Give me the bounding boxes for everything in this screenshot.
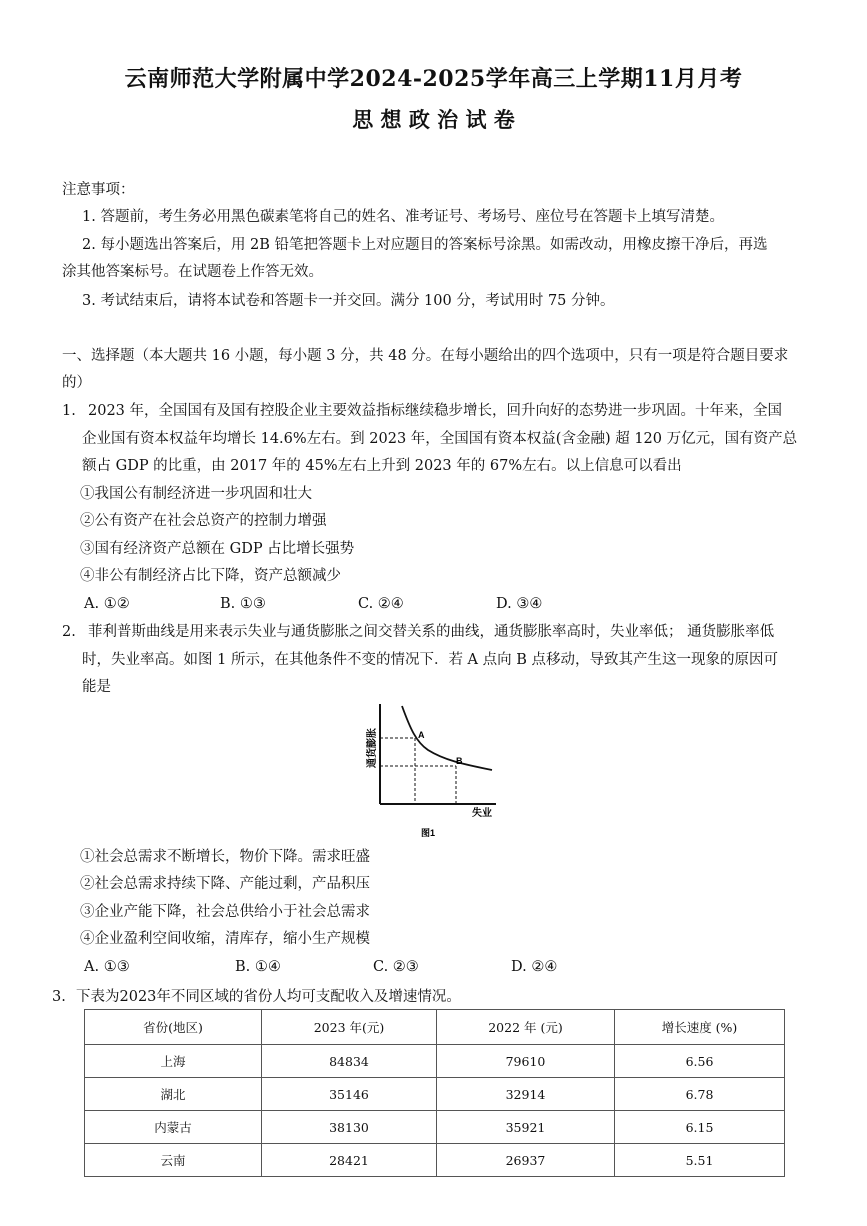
point-a-label: A (418, 730, 425, 740)
table-cell: 5.51 (615, 1144, 785, 1177)
table-cell: 湖北 (85, 1078, 262, 1111)
table-cell: 35921 (437, 1111, 615, 1144)
q2-stem-line1: 菲利普斯曲线是用来表示失业与通货膨胀之间交替关系的曲线，通货膨胀率高时，失业率低； 通货膨胀率低 (88, 624, 775, 640)
exam-title: 云南师范大学附属中学2024-2025学年高三上学期11月月考 (124, 66, 743, 92)
table-cell: 6.78 (615, 1078, 785, 1111)
table-cell: 6.15 (615, 1111, 785, 1144)
table-row (85, 1144, 785, 1177)
table-cell: 79610 (437, 1045, 615, 1078)
x-axis-label: 失业 (472, 808, 492, 819)
point-b-label: B (456, 756, 463, 766)
notice-item-3: 3. 考试结束后，请将本试卷和答题卡一并交回。满分 100 分，考试用时 75 分钟。 (82, 293, 615, 309)
q3-number: 3. (52, 989, 66, 1005)
q2-stem-line2: 时，失业率高。如图 1 所示，在其他条件不变的情况下．若 A 点向 B 点移动，导致其产生这一现象的原因可 (82, 652, 779, 668)
table-cell: 38130 (262, 1111, 437, 1144)
table-cell: 6.56 (615, 1045, 785, 1078)
q2-option-c: C. ②③ (373, 959, 419, 975)
phillips-curve-figure (358, 698, 508, 840)
q2-option-a: A. ①③ (84, 959, 130, 975)
section-heading-cont: 的） (62, 375, 91, 391)
q2-statement-2: ②社会总需求持续下降、产能过剩，产品积压 (80, 876, 370, 892)
q1-stem-line2: 企业国有资本权益年均增长 14.6%左右。到 2023 年，全国国有资本权益(含金融) 超 120 万亿元，国有资产总 (82, 431, 798, 447)
q2-statement-3: ③企业产能下降，社会总供给小于社会总需求 (80, 904, 370, 920)
table-header-cell: 2023 年(元) (262, 1010, 437, 1045)
table-header-row (85, 1010, 785, 1045)
table-row (85, 1045, 785, 1078)
q1-option-c: C. ②④ (358, 596, 404, 612)
table-header-cell: 省份(地区) (85, 1010, 262, 1045)
table-cell: 32914 (437, 1078, 615, 1111)
figure-caption: 图1 (421, 828, 436, 838)
table-cell: 35146 (262, 1078, 437, 1111)
q2-number: 2. (62, 624, 76, 640)
q2-option-d: D. ②④ (511, 959, 558, 975)
income-table (84, 1009, 785, 1177)
q1-option-b: B. ①③ (220, 596, 266, 612)
table-cell: 26937 (437, 1144, 615, 1177)
q1-statement-4: ④非公有制经济占比下降，资产总额减少 (80, 568, 341, 584)
notice-item-2: 2. 每小题选出答案后，用 2B 铅笔把答题卡上对应题目的答案标号涂黑。如需改动，用橡皮擦干净后，再选 (82, 237, 768, 253)
q1-statement-3: ③国有经济资产总额在 GDP 占比增长强势 (80, 541, 355, 557)
table-cell: 28421 (262, 1144, 437, 1177)
notice-item-1: 1. 答题前，考生务必用黑色碳素笔将自己的姓名、准考证号、考场号、座位号在答题卡上填写清楚。 (82, 209, 724, 225)
notice-item-2-cont: 涂其他答案标号。在试题卷上作答无效。 (62, 264, 323, 280)
q1-statement-2: ②公有资产在社会总资产的控制力增强 (80, 513, 327, 529)
q1-number: 1. (62, 403, 76, 419)
section-heading: 一、选择题（本大题共 16 小题，每小题 3 分，共 48 分。在每小题给出的四个选项中，只有一项是符合题目要求 (62, 348, 789, 364)
q2-stem-line3: 能是 (82, 679, 111, 695)
table-cell: 84834 (262, 1045, 437, 1078)
q1-option-a: A. ①② (84, 596, 130, 612)
table-cell: 内蒙古 (85, 1111, 262, 1144)
q1-statement-1: ①我国公有制经济进一步巩固和壮大 (80, 486, 312, 502)
y-axis-label: 通货膨胀 (367, 728, 378, 768)
q3-stem: 下表为2023年不同区域的省份人均可支配收入及增速情况。 (76, 989, 461, 1005)
q2-option-b: B. ①④ (235, 959, 281, 975)
q1-stem-line1: 2023 年，全国国有及国有控股企业主要效益指标继续稳步增长，回升向好的态势进一步巩固。十年来，全国 (88, 403, 783, 419)
table-cell: 云南 (85, 1144, 262, 1177)
q2-statement-1: ①社会总需求不断增长，物价下降。需求旺盛 (80, 849, 370, 865)
notice-heading: 注意事项： (62, 182, 135, 198)
exam-subject: 思 想 政 治 试 卷 (352, 107, 515, 132)
table-cell: 上海 (85, 1045, 262, 1078)
table-row (85, 1078, 785, 1111)
table-row (85, 1111, 785, 1144)
table-header-cell: 2022 年 (元) (437, 1010, 615, 1045)
q2-statement-4: ④企业盈利空间收缩，清库存，缩小生产规模 (80, 931, 370, 947)
q1-stem-line3: 额占 GDP 的比重，由 2017 年的 45%左右上升到 2023 年的 67%左右。以上信息可以看出 (82, 458, 682, 474)
table-header-cell: 增长速度 (%) (615, 1010, 785, 1045)
q1-option-d: D. ③④ (496, 596, 543, 612)
